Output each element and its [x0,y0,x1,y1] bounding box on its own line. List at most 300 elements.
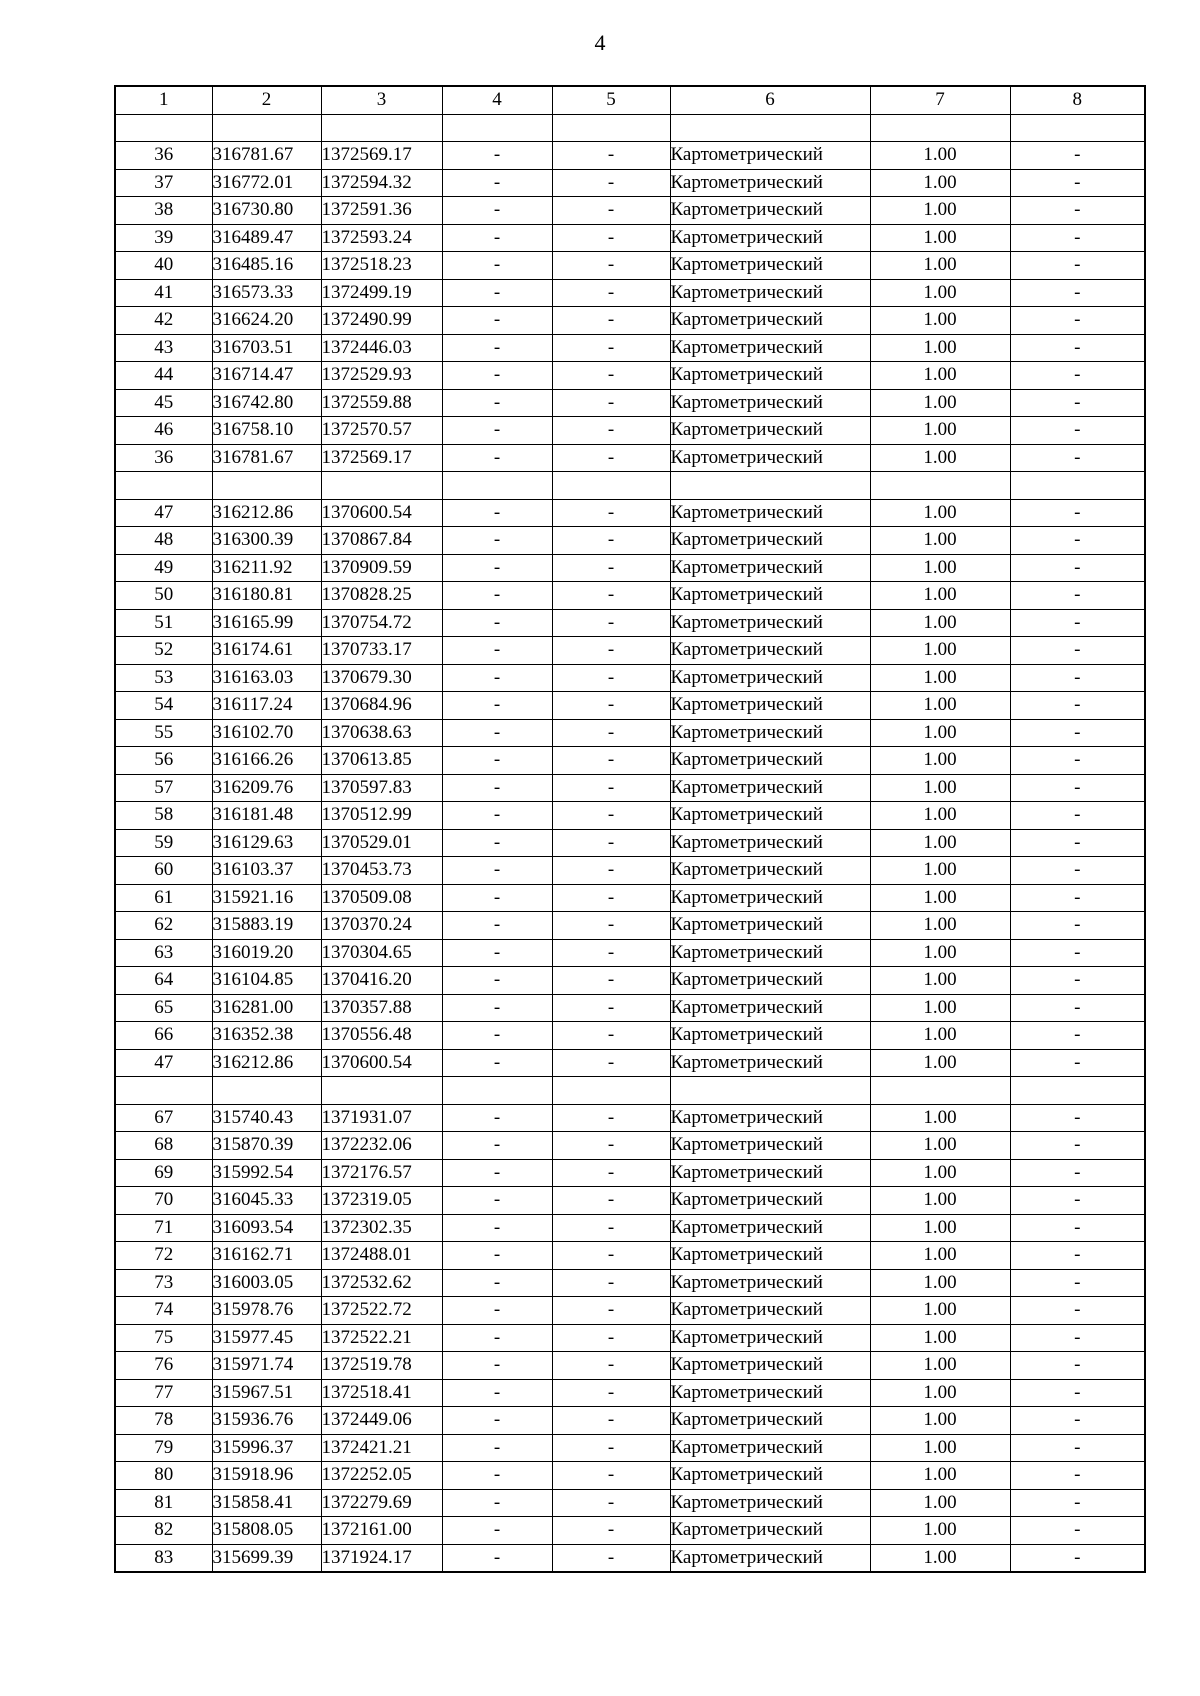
cell-accuracy: 1.00 [870,1324,1010,1352]
cell-method: Картометрический [670,499,870,527]
cell-point-number: 83 [115,1544,212,1572]
cell-accuracy: 1.00 [870,252,1010,280]
cell-accuracy: 1.00 [870,1489,1010,1517]
cell-point-number: 57 [115,774,212,802]
cell-y-coordinate: 1372569.17 [321,142,442,170]
cell-y-coordinate: 1370370.24 [321,912,442,940]
cell-x-coordinate: 315918.96 [212,1462,321,1490]
cell-method: Картометрический [670,802,870,830]
cell-point-number: 42 [115,307,212,335]
cell-x-coordinate: 315967.51 [212,1379,321,1407]
cell-x-coordinate: 315977.45 [212,1324,321,1352]
table-row [115,142,1145,170]
cell-col5-value: - [552,1544,670,1572]
cell-col8-value: - [1010,1517,1145,1545]
cell-point-number: 59 [115,829,212,857]
cell-x-coordinate: 316730.80 [212,197,321,225]
cell-x-coordinate: 315996.37 [212,1434,321,1462]
cell-y-coordinate: 1372446.03 [321,334,442,362]
cell-col4-value: - [442,912,552,940]
cell-x-coordinate: 315921.16 [212,884,321,912]
cell-x-coordinate: 315740.43 [212,1104,321,1132]
table-row [115,1159,1145,1187]
cell-accuracy [870,1077,1010,1105]
cell-x-coordinate: 316703.51 [212,334,321,362]
cell-x-coordinate [212,114,321,142]
cell-x-coordinate: 316714.47 [212,362,321,390]
cell-y-coordinate: 1370509.08 [321,884,442,912]
cell-y-coordinate: 1372490.99 [321,307,442,335]
cell-col4-value: - [442,692,552,720]
cell-point-number: 46 [115,417,212,445]
cell-x-coordinate: 316129.63 [212,829,321,857]
cell-col5-value: - [552,169,670,197]
cell-col4-value: - [442,279,552,307]
cell-method: Картометрический [670,1159,870,1187]
cell-method: Картометрический [670,1407,870,1435]
cell-point-number: 40 [115,252,212,280]
cell-y-coordinate: 1372594.32 [321,169,442,197]
cell-col5-value: - [552,224,670,252]
cell-col4-value: - [442,1324,552,1352]
cell-col8-value: - [1010,444,1145,472]
table-row [115,664,1145,692]
cell-y-coordinate: 1372421.21 [321,1434,442,1462]
cell-col4-value: - [442,1242,552,1270]
cell-point-number: 76 [115,1352,212,1380]
cell-y-coordinate: 1372176.57 [321,1159,442,1187]
cell-col8-value: - [1010,582,1145,610]
table-row [115,1297,1145,1325]
cell-col5-value: - [552,362,670,390]
cell-col4-value: - [442,664,552,692]
cell-col5-value [552,1077,670,1105]
cell-accuracy: 1.00 [870,1242,1010,1270]
cell-col5-value: - [552,417,670,445]
cell-col5-value: - [552,664,670,692]
cell-col4-value: - [442,499,552,527]
cell-col5-value: - [552,334,670,362]
cell-method: Картометрический [670,334,870,362]
cell-col5-value: - [552,1297,670,1325]
table-row [115,857,1145,885]
cell-col8-value: - [1010,334,1145,362]
cell-method: Картометрический [670,1242,870,1270]
cell-col4-value: - [442,1407,552,1435]
cell-col8-value: - [1010,1379,1145,1407]
cell-y-coordinate: 1372570.57 [321,417,442,445]
cell-col8-value: - [1010,554,1145,582]
cell-method: Картометрический [670,169,870,197]
cell-accuracy [870,472,1010,500]
cell-col4-value: - [442,1049,552,1077]
cell-col4-value: - [442,444,552,472]
cell-point-number: 38 [115,197,212,225]
table-row [115,912,1145,940]
cell-y-coordinate: 1370828.25 [321,582,442,610]
cell-method: Картометрический [670,142,870,170]
cell-accuracy: 1.00 [870,1517,1010,1545]
cell-col5-value: - [552,1434,670,1462]
cell-method: Картометрический [670,719,870,747]
cell-col5-value: - [552,829,670,857]
cell-accuracy: 1.00 [870,692,1010,720]
table-row [115,1407,1145,1435]
cell-method: Картометрический [670,1434,870,1462]
header-row [115,86,1145,114]
cell-y-coordinate: 1370613.85 [321,747,442,775]
table-body [115,114,1145,1572]
column-header-4: 4 [442,86,552,114]
cell-point-number: 45 [115,389,212,417]
cell-col5-value: - [552,142,670,170]
cell-col5-value: - [552,1049,670,1077]
cell-col4-value: - [442,197,552,225]
cell-col4-value: - [442,1462,552,1490]
cell-col8-value: - [1010,1242,1145,1270]
cell-accuracy: 1.00 [870,967,1010,995]
cell-method: Картометрический [670,389,870,417]
cell-point-number: 66 [115,1022,212,1050]
cell-col8-value: - [1010,389,1145,417]
table-row [115,774,1145,802]
cell-accuracy: 1.00 [870,307,1010,335]
cell-x-coordinate: 315870.39 [212,1132,321,1160]
cell-col5-value: - [552,499,670,527]
cell-col4-value: - [442,334,552,362]
cell-col8-value: - [1010,1159,1145,1187]
cell-col8-value: - [1010,747,1145,775]
table-row [115,1324,1145,1352]
cell-y-coordinate: 1372522.21 [321,1324,442,1352]
cell-col5-value: - [552,967,670,995]
cell-method: Картометрический [670,444,870,472]
cell-col5-value: - [552,279,670,307]
cell-col4-value: - [442,802,552,830]
cell-col8-value: - [1010,1022,1145,1050]
cell-col8-value: - [1010,1544,1145,1572]
cell-col8-value: - [1010,884,1145,912]
cell-col4-value: - [442,884,552,912]
cell-x-coordinate: 316104.85 [212,967,321,995]
column-header-2: 2 [212,86,321,114]
cell-point-number: 73 [115,1269,212,1297]
cell-x-coordinate: 315936.76 [212,1407,321,1435]
cell-y-coordinate [321,114,442,142]
cell-accuracy: 1.00 [870,1132,1010,1160]
cell-col5-value: - [552,554,670,582]
cell-method: Картометрический [670,1352,870,1380]
table-row [115,609,1145,637]
cell-method: Картометрический [670,829,870,857]
cell-accuracy: 1.00 [870,912,1010,940]
cell-point-number: 36 [115,444,212,472]
cell-point-number: 69 [115,1159,212,1187]
cell-accuracy: 1.00 [870,1379,1010,1407]
cell-col8-value: - [1010,142,1145,170]
cell-accuracy: 1.00 [870,939,1010,967]
cell-point-number: 61 [115,884,212,912]
cell-point-number [115,1077,212,1105]
cell-x-coordinate: 316781.67 [212,444,321,472]
cell-col5-value: - [552,1104,670,1132]
cell-col8-value [1010,472,1145,500]
cell-y-coordinate: 1372499.19 [321,279,442,307]
cell-col5-value: - [552,1132,670,1160]
cell-col8-value: - [1010,224,1145,252]
cell-accuracy: 1.00 [870,829,1010,857]
cell-y-coordinate: 1372529.93 [321,362,442,390]
cell-point-number: 79 [115,1434,212,1462]
table-row [115,499,1145,527]
cell-method: Картометрический [670,1297,870,1325]
cell-accuracy: 1.00 [870,554,1010,582]
cell-col5-value: - [552,582,670,610]
cell-col4-value: - [442,1379,552,1407]
table-row [115,637,1145,665]
cell-col4-value: - [442,967,552,995]
cell-col8-value: - [1010,1434,1145,1462]
cell-x-coordinate: 316163.03 [212,664,321,692]
cell-point-number: 62 [115,912,212,940]
table-row [115,1104,1145,1132]
column-header-3: 3 [321,86,442,114]
cell-col4-value: - [442,994,552,1022]
table-row [115,1022,1145,1050]
cell-x-coordinate: 316489.47 [212,224,321,252]
cell-x-coordinate: 315808.05 [212,1517,321,1545]
cell-point-number: 52 [115,637,212,665]
cell-col4-value: - [442,747,552,775]
cell-y-coordinate: 1370679.30 [321,664,442,692]
cell-method: Картометрический [670,1187,870,1215]
cell-point-number: 67 [115,1104,212,1132]
table-row [115,967,1145,995]
cell-col5-value: - [552,912,670,940]
cell-method [670,114,870,142]
cell-x-coordinate: 316209.76 [212,774,321,802]
cell-col5-value: - [552,939,670,967]
cell-point-number: 56 [115,747,212,775]
cell-col5-value: - [552,1352,670,1380]
cell-col8-value: - [1010,279,1145,307]
cell-point-number: 41 [115,279,212,307]
cell-x-coordinate: 316162.71 [212,1242,321,1270]
cell-x-coordinate: 316212.86 [212,1049,321,1077]
cell-method: Картометрический [670,224,870,252]
cell-col8-value: - [1010,197,1145,225]
cell-col8-value: - [1010,1297,1145,1325]
cell-y-coordinate: 1372591.36 [321,197,442,225]
cell-col5-value: - [552,1324,670,1352]
cell-method [670,472,870,500]
cell-point-number: 47 [115,499,212,527]
cell-y-coordinate: 1370556.48 [321,1022,442,1050]
cell-col4-value: - [442,829,552,857]
table-row [115,169,1145,197]
cell-y-coordinate [321,472,442,500]
column-header-5: 5 [552,86,670,114]
cell-x-coordinate: 315978.76 [212,1297,321,1325]
cell-col8-value: - [1010,939,1145,967]
cell-col5-value: - [552,1379,670,1407]
cell-col8-value: - [1010,1489,1145,1517]
cell-accuracy: 1.00 [870,1544,1010,1572]
cell-col5-value: - [552,774,670,802]
cell-col5-value: - [552,389,670,417]
cell-col8-value: - [1010,1352,1145,1380]
cell-y-coordinate: 1372518.41 [321,1379,442,1407]
table-row [115,829,1145,857]
cell-col4-value [442,1077,552,1105]
cell-col4-value: - [442,1104,552,1132]
cell-x-coordinate: 316781.67 [212,142,321,170]
table-row [115,1187,1145,1215]
cell-col8-value: - [1010,1269,1145,1297]
cell-y-coordinate: 1370909.59 [321,554,442,582]
cell-x-coordinate [212,472,321,500]
cell-method: Картометрический [670,307,870,335]
cell-col8-value: - [1010,252,1145,280]
cell-col5-value: - [552,1407,670,1435]
table-row [115,1544,1145,1572]
table-row [115,224,1145,252]
cell-y-coordinate: 1372302.35 [321,1214,442,1242]
cell-y-coordinate: 1370754.72 [321,609,442,637]
cell-col5-value: - [552,637,670,665]
cell-method: Картометрический [670,554,870,582]
cell-accuracy: 1.00 [870,169,1010,197]
column-header-8: 8 [1010,86,1145,114]
table-header [115,86,1145,114]
cell-col8-value: - [1010,362,1145,390]
cell-accuracy: 1.00 [870,527,1010,555]
cell-accuracy: 1.00 [870,224,1010,252]
cell-point-number: 36 [115,142,212,170]
cell-x-coordinate: 316573.33 [212,279,321,307]
cell-y-coordinate: 1370600.54 [321,499,442,527]
cell-point-number: 47 [115,1049,212,1077]
cell-method: Картометрический [670,417,870,445]
cell-y-coordinate: 1370600.54 [321,1049,442,1077]
cell-y-coordinate: 1370357.88 [321,994,442,1022]
cell-y-coordinate: 1370416.20 [321,967,442,995]
cell-accuracy: 1.00 [870,1352,1010,1380]
cell-x-coordinate: 316181.48 [212,802,321,830]
cell-y-coordinate: 1370733.17 [321,637,442,665]
cell-accuracy: 1.00 [870,747,1010,775]
cell-col4-value: - [442,1159,552,1187]
table-row [115,719,1145,747]
cell-x-coordinate: 316166.26 [212,747,321,775]
cell-y-coordinate: 1372559.88 [321,389,442,417]
cell-point-number: 44 [115,362,212,390]
table-row [115,1077,1145,1105]
cell-method: Картометрический [670,1324,870,1352]
cell-accuracy: 1.00 [870,142,1010,170]
table-row [115,1379,1145,1407]
cell-x-coordinate: 315971.74 [212,1352,321,1380]
cell-col4-value: - [442,1269,552,1297]
table-row [115,527,1145,555]
table-row [115,389,1145,417]
cell-col8-value: - [1010,1407,1145,1435]
cell-col8-value: - [1010,1324,1145,1352]
table-row [115,444,1145,472]
column-header-6: 6 [670,86,870,114]
cell-x-coordinate: 316174.61 [212,637,321,665]
cell-col8-value: - [1010,169,1145,197]
cell-col4-value: - [442,1214,552,1242]
cell-y-coordinate: 1372519.78 [321,1352,442,1380]
cell-col5-value: - [552,609,670,637]
cell-x-coordinate: 315883.19 [212,912,321,940]
coordinates-table [114,85,1146,1573]
cell-y-coordinate: 1372449.06 [321,1407,442,1435]
cell-y-coordinate: 1372522.72 [321,1297,442,1325]
cell-x-coordinate: 316300.39 [212,527,321,555]
cell-accuracy: 1.00 [870,719,1010,747]
table-row [115,1049,1145,1077]
table-row [115,114,1145,142]
cell-y-coordinate: 1370453.73 [321,857,442,885]
cell-y-coordinate: 1370304.65 [321,939,442,967]
cell-method: Картометрический [670,1104,870,1132]
cell-accuracy: 1.00 [870,994,1010,1022]
cell-x-coordinate: 316117.24 [212,692,321,720]
cell-point-number: 64 [115,967,212,995]
cell-point-number: 60 [115,857,212,885]
cell-point-number: 58 [115,802,212,830]
cell-accuracy: 1.00 [870,389,1010,417]
table-row [115,1269,1145,1297]
cell-col5-value: - [552,1187,670,1215]
cell-x-coordinate: 316102.70 [212,719,321,747]
cell-y-coordinate: 1370512.99 [321,802,442,830]
cell-method: Картометрический [670,884,870,912]
cell-x-coordinate: 316772.01 [212,169,321,197]
cell-x-coordinate [212,1077,321,1105]
cell-col5-value: - [552,197,670,225]
cell-method: Картометрический [670,1517,870,1545]
cell-col4-value: - [442,939,552,967]
cell-method: Картометрический [670,1489,870,1517]
cell-col4-value: - [442,252,552,280]
cell-accuracy: 1.00 [870,417,1010,445]
cell-point-number: 39 [115,224,212,252]
cell-col4-value: - [442,857,552,885]
cell-point-number: 37 [115,169,212,197]
cell-method: Картометрический [670,1379,870,1407]
cell-y-coordinate: 1372161.00 [321,1517,442,1545]
cell-method: Картометрический [670,279,870,307]
cell-point-number: 50 [115,582,212,610]
cell-col4-value: - [442,1489,552,1517]
cell-accuracy: 1.00 [870,884,1010,912]
cell-col4-value [442,472,552,500]
table-row [115,307,1145,335]
cell-method: Картометрический [670,637,870,665]
cell-y-coordinate: 1370597.83 [321,774,442,802]
cell-accuracy: 1.00 [870,1297,1010,1325]
cell-accuracy: 1.00 [870,609,1010,637]
cell-point-number: 51 [115,609,212,637]
cell-accuracy: 1.00 [870,637,1010,665]
table-row [115,334,1145,362]
cell-method: Картометрический [670,1269,870,1297]
cell-y-coordinate: 1372593.24 [321,224,442,252]
cell-col8-value: - [1010,637,1145,665]
